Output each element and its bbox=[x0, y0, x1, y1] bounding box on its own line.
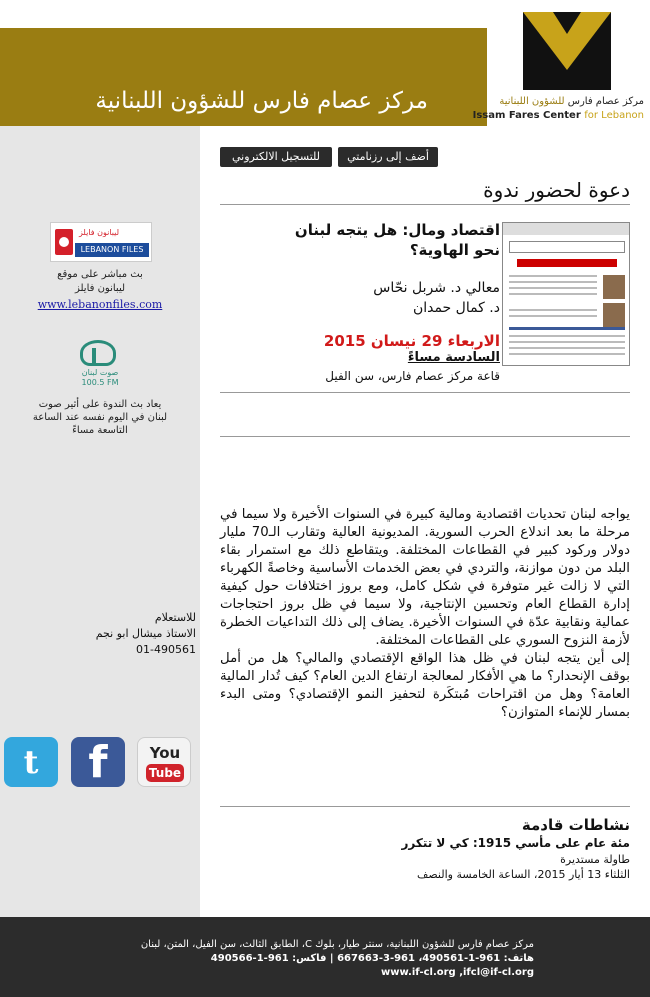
lebanonfiles-link[interactable]: www.lebanonfiles.com bbox=[37, 298, 163, 311]
center-logo[interactable] bbox=[472, 0, 650, 126]
rebroadcast-line-3: التاسعة مساءً bbox=[72, 425, 128, 436]
lebanon-files-logo[interactable] bbox=[50, 222, 152, 262]
radio-name: صوت لبنان bbox=[81, 368, 119, 377]
footer-web[interactable]: www.if-cl.org ,ifcl@if-cl.org bbox=[380, 967, 534, 978]
logo-arabic-dark: مركز عصام فارس bbox=[564, 96, 644, 107]
event-title: اقتصاد ومال: هل يتجه لبنان نحو الهاوية؟ bbox=[294, 221, 500, 259]
youtube-icon[interactable]: You Tube bbox=[137, 737, 191, 787]
live-broadcast-line-1: بث مباشر على موقع bbox=[57, 269, 143, 280]
divider bbox=[220, 436, 630, 437]
live-broadcast-line-2: ليبانون فايلز bbox=[74, 283, 126, 294]
logo-arabic-text bbox=[499, 96, 644, 107]
speaker-photo-thumb bbox=[603, 303, 625, 327]
logo-english-text bbox=[473, 110, 644, 121]
inquiry-label: للاستعلام bbox=[154, 611, 196, 624]
speaker-photo-thumb bbox=[603, 275, 625, 299]
radio-frequency: 100.5 FM bbox=[81, 378, 119, 387]
logo-mark-icon bbox=[523, 12, 611, 90]
sidebar bbox=[0, 126, 200, 917]
logo-arabic-gold: للشؤون اللبنانية bbox=[499, 96, 565, 107]
upcoming-event-title[interactable]: مئة عام على مأسي 1915: كي لا تتكرر bbox=[401, 836, 630, 850]
page-title: دعوة لحضور ندوة bbox=[483, 178, 630, 202]
inquiry-phone: 01-490561 bbox=[136, 643, 196, 656]
facebook-icon[interactable]: f bbox=[71, 737, 125, 787]
lebanon-files-logo-arabic: ليبانون فايلز bbox=[79, 228, 120, 237]
event-flyer-thumbnail[interactable] bbox=[502, 222, 630, 366]
sawt-lebanon-radio-logo[interactable] bbox=[74, 338, 126, 390]
lebanon-files-logo-text: LEBANON FILES bbox=[75, 243, 149, 257]
footer bbox=[0, 917, 650, 997]
logo-english-dark: Issam Fares Center bbox=[472, 110, 585, 121]
description-paragraph-2: إلى أين يتجه لبنان في ظل هذا الواقع الإقتصادي والمالي؟ هل من أمل بوقف الإنحدار؟ ما هي الأفكار لمعالجة ارتفاع الدين العام؟ كيف تُدار المالية العامة؟ وهل من اقتراحات مُبتكَرة لتحفيز النمو الإقتصادي؟ ومتى البدء بمسار للإنماء المتوازن؟ bbox=[220, 651, 630, 720]
lebanon-files-flag-icon bbox=[55, 229, 73, 255]
divider bbox=[220, 392, 630, 393]
add-to-calendar-button[interactable]: أضف إلى رزنامتي bbox=[338, 147, 438, 167]
event-date: الاربعاء 29 نيسان 2015 bbox=[323, 332, 500, 350]
description-paragraph-1: يواجه لبنان تحديات اقتصادية ومالية كبيرة في السنوات الأخيرة ولا سيما في مرحلة ما بعد اندلاع الحرب السورية. المديونية العالية وتقارب الـ70 مليار دولار وركود كبير في القطاعات المختلفة. ويتقاطع ذلك مع استمرار بقاء البلد من دون موازنة، والتردي في بعض الخدمات الأساسية وخاصةً الكهرباء التي لا زالت غير متوفرة في شكل كامل، ومع بروز اختلافات حول كيفية إدارة القطاع العام وتحسين الإنتاجية، ولا سيما في ظل بروز احتجاجات عمالية ونقابية عدّة في السنوات الأخيرة. يضاف إلى ذلك التداعيات الخطرة لأزمة النزوح السوري على القطاعات المختلفة. bbox=[220, 507, 630, 648]
twitter-icon[interactable]: t bbox=[4, 737, 58, 787]
upcoming-activities-heading: نشاطات قادمة bbox=[521, 816, 630, 834]
speaker-1: معالي د. شربل نحّاس bbox=[373, 280, 500, 296]
divider bbox=[220, 204, 630, 205]
divider bbox=[220, 806, 630, 807]
event-venue: قاعة مركز عصام فارس، سن الفيل bbox=[325, 369, 500, 383]
logo-english-gold: for Lebanon bbox=[584, 110, 644, 121]
upcoming-event-datetime: الثلثاء 13 أيار 2015، الساعة الخامسة والنصف bbox=[416, 868, 630, 881]
radio-wave-icon bbox=[80, 340, 116, 366]
event-time: السادسة مساءً bbox=[407, 350, 500, 365]
rebroadcast-line-1: يعاد بث الندوة على أثير صوت bbox=[38, 399, 162, 410]
rebroadcast-line-2: لبنان في اليوم نفسه عند الساعة bbox=[32, 412, 168, 423]
footer-address: مركز عصام فارس للشؤون اللبنانية، سنتر طيار، بلوك C، الطابق الثالث، سن الفيل، المتن، لبنان bbox=[140, 939, 534, 950]
event-description bbox=[220, 506, 630, 722]
speaker-2: د. كمال حمدان bbox=[412, 300, 500, 316]
page-header-title: مركز عصام فارس للشؤون اللبنانية bbox=[95, 88, 428, 114]
inquiry-name: الاستاذ ميشال ابو نجم bbox=[95, 627, 196, 640]
upcoming-event-type: طاولة مستديرة bbox=[560, 853, 630, 866]
register-online-button[interactable]: للتسجيل الالكتروني bbox=[220, 147, 332, 167]
footer-phones: هاتف: 961-1-490561، 961-3-667663 | فاكس: 961-1-490566 bbox=[210, 953, 534, 964]
